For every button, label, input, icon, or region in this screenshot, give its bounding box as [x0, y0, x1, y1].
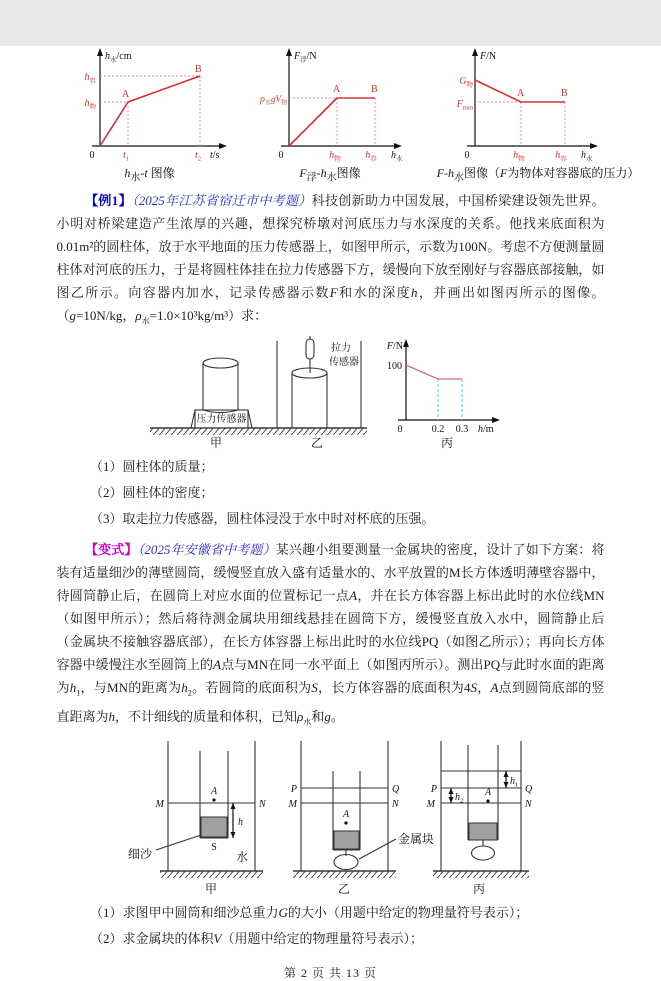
graph3-axes — [467, 48, 598, 149]
caption-bing: 丙 — [440, 435, 454, 450]
graph1-guide-lines — [100, 76, 200, 146]
point-a-label: A — [342, 809, 350, 821]
example1-figure-canvas — [95, 335, 565, 451]
graph3-canvas — [423, 46, 653, 164]
waterline-m-label: M — [288, 799, 297, 811]
pressure-sensor-label: 压力传感器 — [196, 413, 247, 425]
graph-force-vs-hwater — [423, 46, 653, 183]
chart-bing-data-line — [406, 365, 462, 379]
graph2-point-b: B — [371, 84, 378, 95]
page-footer: 第 2 页 共 13 页 — [283, 966, 377, 981]
question-2: （2）求金属块的体积V（用题中给定的物理量符号表示）； — [90, 931, 423, 947]
sand-block — [334, 831, 359, 849]
graph3-point-b: B — [561, 88, 568, 99]
point-a-dot — [212, 799, 215, 802]
point-a-dot — [344, 822, 347, 825]
graph-hwater-vs-time — [62, 46, 237, 183]
graph2-origin: 0 — [278, 150, 284, 161]
waterline-q-label: Q — [525, 784, 533, 796]
example1-questions — [90, 454, 661, 532]
graph3-x-axis-title: $h_水$ — [581, 150, 593, 163]
graph1-ylabel-hcontainer: $h_容$ — [84, 72, 96, 85]
point-a-label: A — [484, 787, 492, 799]
question-1: （1）圆柱体的质量； — [90, 458, 214, 474]
graph3-ylabel-fmin: $F_{min}$ — [456, 99, 473, 112]
container-yi — [288, 741, 434, 896]
graph2-y-axis-title: $F_浮/N$ — [294, 51, 317, 64]
chart-bing-xtick-02: 0.2 — [431, 423, 445, 435]
graph1-canvas — [62, 46, 237, 164]
waterline-n-label: N — [392, 799, 399, 811]
question-3: （3）取走拉力传感器，圆柱体浸没于水中时对杯底的压强。 — [90, 510, 435, 526]
area-s-label: S — [211, 842, 217, 854]
metal-block-shape — [472, 846, 495, 860]
question-1: （1）求图甲中圆筒和细沙总重力G的大小（用题中给定的物理量符号表示）； — [90, 905, 529, 921]
example1-figure — [95, 335, 661, 451]
graph3-tick-hcontainer: $h_容$ — [555, 150, 567, 163]
depth-h-arrow — [231, 803, 236, 838]
caption-yi: 乙 — [337, 882, 351, 897]
waterline-m-label: M — [155, 799, 164, 811]
graph3-caption: $F-h_水$图像（F为物体对容器底的压力） — [436, 166, 640, 184]
metal-block-label: 金属块 — [398, 832, 435, 847]
graph1-point-b: B — [195, 64, 202, 75]
reference-graphs-row — [62, 46, 661, 183]
graph1-x-axis-title: t/s — [210, 150, 220, 161]
graph1-ylabel-hobject: $h_物$ — [84, 98, 96, 111]
graph1-caption: $h_水-t$ 图像 — [124, 166, 175, 184]
waterline-n-label: N — [259, 799, 266, 811]
caption-jia: 甲 — [209, 435, 223, 450]
graph1-data-line — [100, 76, 200, 146]
h1-label: $h_1$ — [510, 776, 519, 789]
chart-bing-origin: 0 — [397, 423, 403, 435]
caption-yi: 乙 — [310, 435, 324, 450]
tension-sensor-label-line1: 拉力 — [331, 342, 351, 354]
graph3-point-a: A — [517, 88, 525, 99]
waterline-m-label: M — [426, 799, 435, 811]
worksheet-page — [0, 46, 661, 981]
graph1-y-axis-title: $h_水/cm$ — [105, 51, 132, 64]
setup-jia-cylinder-on-pressure-sensor — [191, 358, 252, 450]
graph2-data-line — [289, 98, 375, 146]
graph2-point-a: A — [333, 84, 341, 95]
graph3-origin: 0 — [464, 150, 470, 161]
water-label: 水 — [236, 850, 249, 865]
h1-arrow — [504, 771, 509, 788]
graph3-y-axis-title: F/N — [480, 51, 497, 62]
sand-block — [469, 823, 497, 840]
graph1-tick-t1: $t_1$ — [122, 150, 130, 163]
chart-bing-force-vs-depth — [386, 339, 500, 450]
variant-questions — [90, 900, 661, 952]
metal-block-shape — [334, 855, 358, 870]
graph2-guide-lines — [289, 98, 375, 146]
chart-bing-y-axis-title: F/N — [386, 340, 403, 352]
variant-paragraph: 【变式】（2025年安徽省中考题）某兴趣小组要测量一金属块的密度，设计了如下方案：将装有适量细沙的薄壁圆筒，缓慢竖直放入盛有适量水的、水平放置的M长方体透明薄壁容器中，待圆筒静止后，在圆筒上对应水面的位置标记一点A，并在长方体容器上标出此时的水位线MN（如图甲所示）；然后将待测金属块用细线悬挂在圆筒下方，缓慢竖直放入水中，圆筒静止后（金属块不接触容器底部），在长方体容器上标出此时的水位线PQ（如图乙所示）；再向长方体容器中缓慢注水至圆筒上的A点与MN在同一水平面上（如图丙所示）。测出PQ与此时水面的距离为$h_1$，与MN的距离为$h_2$。若圆筒的底面积为S，长方体容器的底面积为4S，A点到圆筒底部的竖直距离为h，不计细线的质量和体积，已知$\rho_水$和g。 — [56, 541, 605, 727]
chart-bing-x-axis-title: h/m — [478, 423, 494, 435]
sand-label: 细沙 — [128, 847, 153, 862]
graph2-tick-hobject: $h_物$ — [329, 150, 341, 163]
variant-figure-canvas — [98, 735, 578, 897]
waterline-n-label: N — [525, 799, 532, 811]
h2-arrow — [449, 788, 454, 803]
example1-paragraph: 【例1】（2025年江苏省宿迁市中考题）科技创新助力中国发展，中国桥梁建设领先世界。小明对桥梁建造产生浓厚的兴趣，想探究桥墩对河底压力与水深度的关系。他找来底面积为0.01m²的圆柱体，放于水平地面的压力传感器上，如图甲所示，示数为100N。考虑不方便测量圆柱体对河底的压力，于是将圆柱体挂在拉力传感器下方，缓慢向下放至刚好与容器底部接触，如图乙所示。向容器内加水，记录传感器示数F和水的深度h，并画出如图丙所示的图像。（g=10N/kg，$\rho_水=1.0\times 10^3kg/m^3$）求： — [56, 193, 605, 326]
chart-bing-xtick-03: 0.3 — [455, 423, 469, 435]
caption-jia: 甲 — [204, 882, 218, 897]
point-a-label: A — [210, 786, 218, 798]
graph2-tick-hcontainer: $h_容$ — [365, 150, 377, 163]
waterline-p-label: P — [430, 784, 437, 796]
chart-bing-guide-lines — [438, 379, 462, 420]
graph3-tick-hobject: $h_物$ — [513, 150, 525, 163]
waterline-q-label: Q — [392, 784, 400, 796]
graph3-ylabel-gobject: $G_物$ — [459, 76, 473, 89]
chart-bing-ytick-100: 100 — [387, 360, 402, 372]
caption-bing: 丙 — [472, 882, 486, 897]
h2-label: $h_2$ — [455, 792, 464, 805]
graph2-caption: $F_浮-h_水$图像 — [299, 166, 361, 184]
variant-figure — [98, 735, 661, 897]
graph2-x-axis-title: $h_水$ — [391, 150, 403, 163]
container-jia — [128, 741, 267, 896]
graph1-tick-t2: $t_2$ — [194, 150, 202, 163]
waterline-p-label: P — [290, 784, 297, 796]
graph-buoyancy-vs-hwater — [245, 46, 415, 183]
point-a-dot — [486, 800, 489, 803]
question-2: （2）圆柱体的密度； — [90, 484, 214, 500]
graph1-point-a: A — [122, 89, 130, 100]
graph2-canvas — [245, 46, 415, 164]
metal-leader-line — [359, 839, 396, 859]
sand-leader-line — [156, 835, 201, 850]
container-bing — [426, 741, 533, 896]
ground-hatch — [150, 428, 367, 435]
sand-block — [201, 817, 227, 837]
graph1-origin: 0 — [89, 150, 95, 161]
tension-sensor-label-line2: 传感器 — [329, 356, 359, 368]
depth-h-label: h — [238, 817, 243, 829]
graph3-guide-lines — [475, 102, 565, 146]
graph2-ylabel-rho-g-v: $\rho_水gV_物$ — [260, 94, 287, 107]
